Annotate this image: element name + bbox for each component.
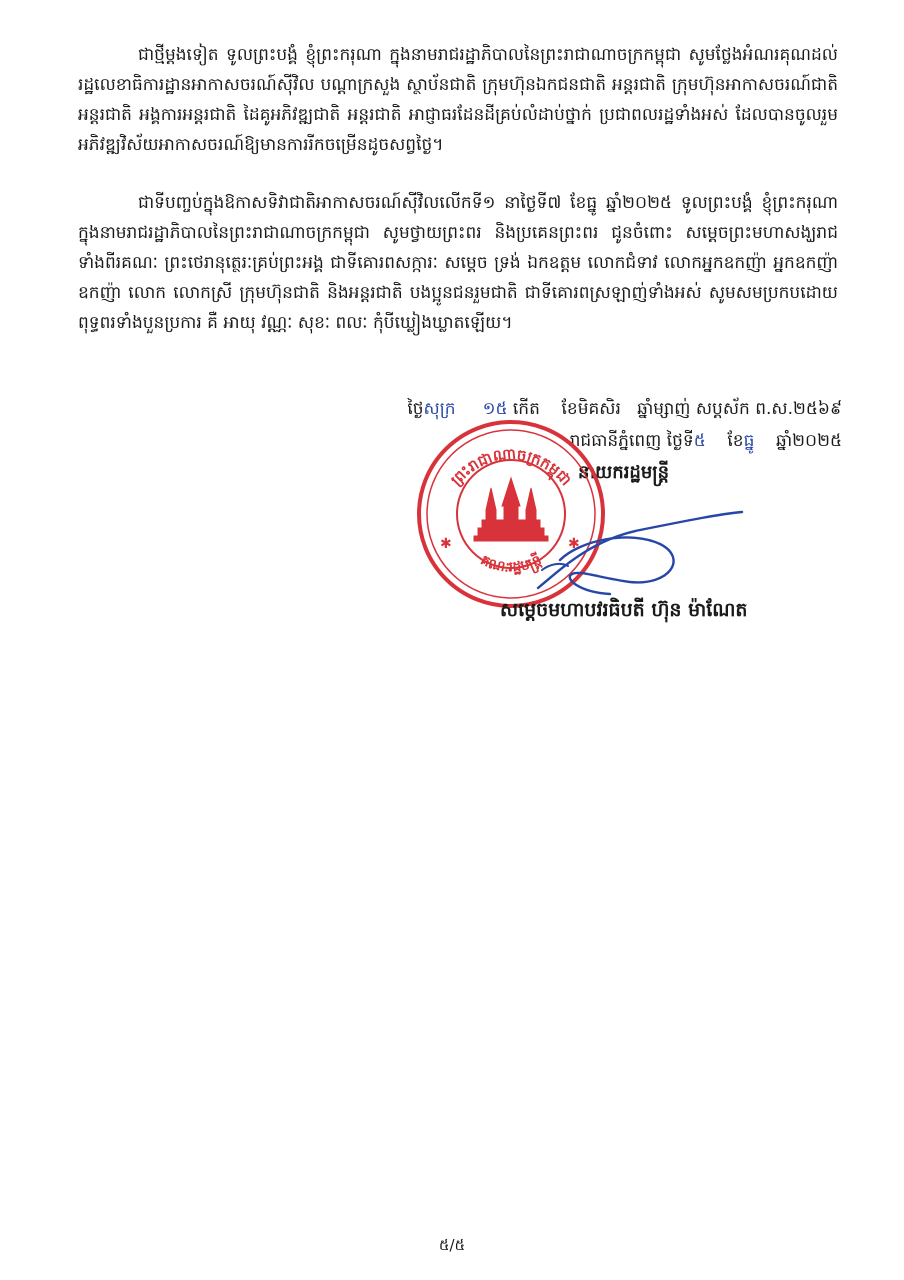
lunar-date-prefix: ថ្ងៃ — [407, 399, 424, 419]
seal-text-top: ព្រះរាជាណាចក្រកម្ពុជា — [447, 444, 576, 490]
lunar-phase: កើត — [512, 399, 540, 419]
paragraph-acknowledgement: ជាថ្មីម្ដងទៀត ទូលព្រះបង្គំ ខ្ញុំព្រះករុណា ក្នុងនាមរាជរដ្ឋាភិបាលនៃព្រះរាជាណាចក្រកម្ពុជា សូមថ្លែងអំណរគុណដល់រដ្ឋលេខាធិការដ្ឋានអាកាសចរណ៍ស៊ីវិល បណ្ដាក្រសួង ស្ថាប័នជាតិ ក្រុមហ៊ុនឯកជនជាតិ អន្តរជាតិ ក្រុមហ៊ុនអាកាសចរណ៍ជាតិ អន្តរជាតិ អង្គការអន្តរជាតិ ដៃគូអភិវឌ្ឍជាតិ អន្តរជាតិ អាជ្ញាធរដែនដីគ្រប់លំដាប់ថ្នាក់ ប្រជាពលរដ្ឋទាំងអស់ ដែលបានចូលរួមអភិវឌ្ឍវិស័យអាកាសចរណ៍ឱ្យមានការរីកចម្រើនដូចសព្វថ្ងៃ។ — [78, 45, 838, 155]
svg-text:✱: ✱ — [440, 536, 452, 552]
solar-day: ៥ — [693, 431, 706, 451]
solar-month-prefix: ខែ — [727, 431, 744, 451]
lunar-day-number: ១៥ — [482, 399, 508, 419]
handwritten-signature-icon — [520, 500, 750, 610]
lunar-day-name: សុក្រ — [423, 399, 456, 419]
lunar-year: ឆ្នាំម្សាញ់ សប្តស័ក ព.ស.២៥៦៩ — [637, 399, 842, 419]
signatory-title: នាយករដ្ឋមន្ត្រី — [578, 462, 670, 483]
solar-month: ធ្នូ — [743, 431, 755, 451]
page-number: ៥/៥ — [438, 1236, 466, 1254]
signatory-name: សម្ដេចមហាបវរធិបតី ហ៊ុន ម៉ាណែត — [500, 599, 748, 621]
paragraph-closing-blessing: ជាទីបញ្ចប់ក្នុងឱកាសទិវាជាតិអាកាសចរណ៍ស៊ីវិលលើកទី១ នាថ្ងៃទី៧ ខែធ្នូ ឆ្នាំ២០២៥ ទូលព្រះបង្គំ ខ្ញុំព្រះករុណា ក្នុងនាមរាជរដ្ឋាភិបាលនៃព្រះរាជាណាចក្រកម្ពុជា សូមថ្វាយព្រះពរ និងប្រគេនព្រះពរ ជូនចំពោះ សម្ដេចព្រះមហាសង្ឃរាជ ទាំងពីរគណៈ ព្រះថេរានុត្ថេរៈគ្រប់ព្រះអង្គ ជាទីគោរពសក្ការៈ សម្ដេច ទ្រង់ ឯកឧត្តម លោកជំទាវ លោកអ្នកឧកញ៉ា អ្នកឧកញ៉ា ឧកញ៉ា លោក លោកស្រី ក្រុមហ៊ុនជាតិ និងអន្តរជាតិ បងប្អូនជនរួមជាតិ ជាទីគោរពស្រឡាញ់ទាំងអស់ សូមសមប្រកបដោយពុទ្ធពរទាំងបួនប្រការ គឺ អាយុ វណ្ណៈ សុខៈ ពលៈ កុំបីឃ្លៀងឃ្លាតឡើយ។ — [78, 193, 838, 333]
seal-text-bottom: គណៈរដ្ឋមន្ត្រី — [477, 552, 545, 577]
solar-date-line — [570, 428, 842, 454]
solar-place: រាជធានីភ្នំពេញ ថ្ងៃទី — [569, 431, 694, 451]
lunar-month: ខែមិគសិរ — [561, 399, 621, 419]
svg-text:✱: ✱ — [568, 536, 580, 552]
solar-year: ឆ្នាំ២០២៥ — [776, 431, 842, 451]
